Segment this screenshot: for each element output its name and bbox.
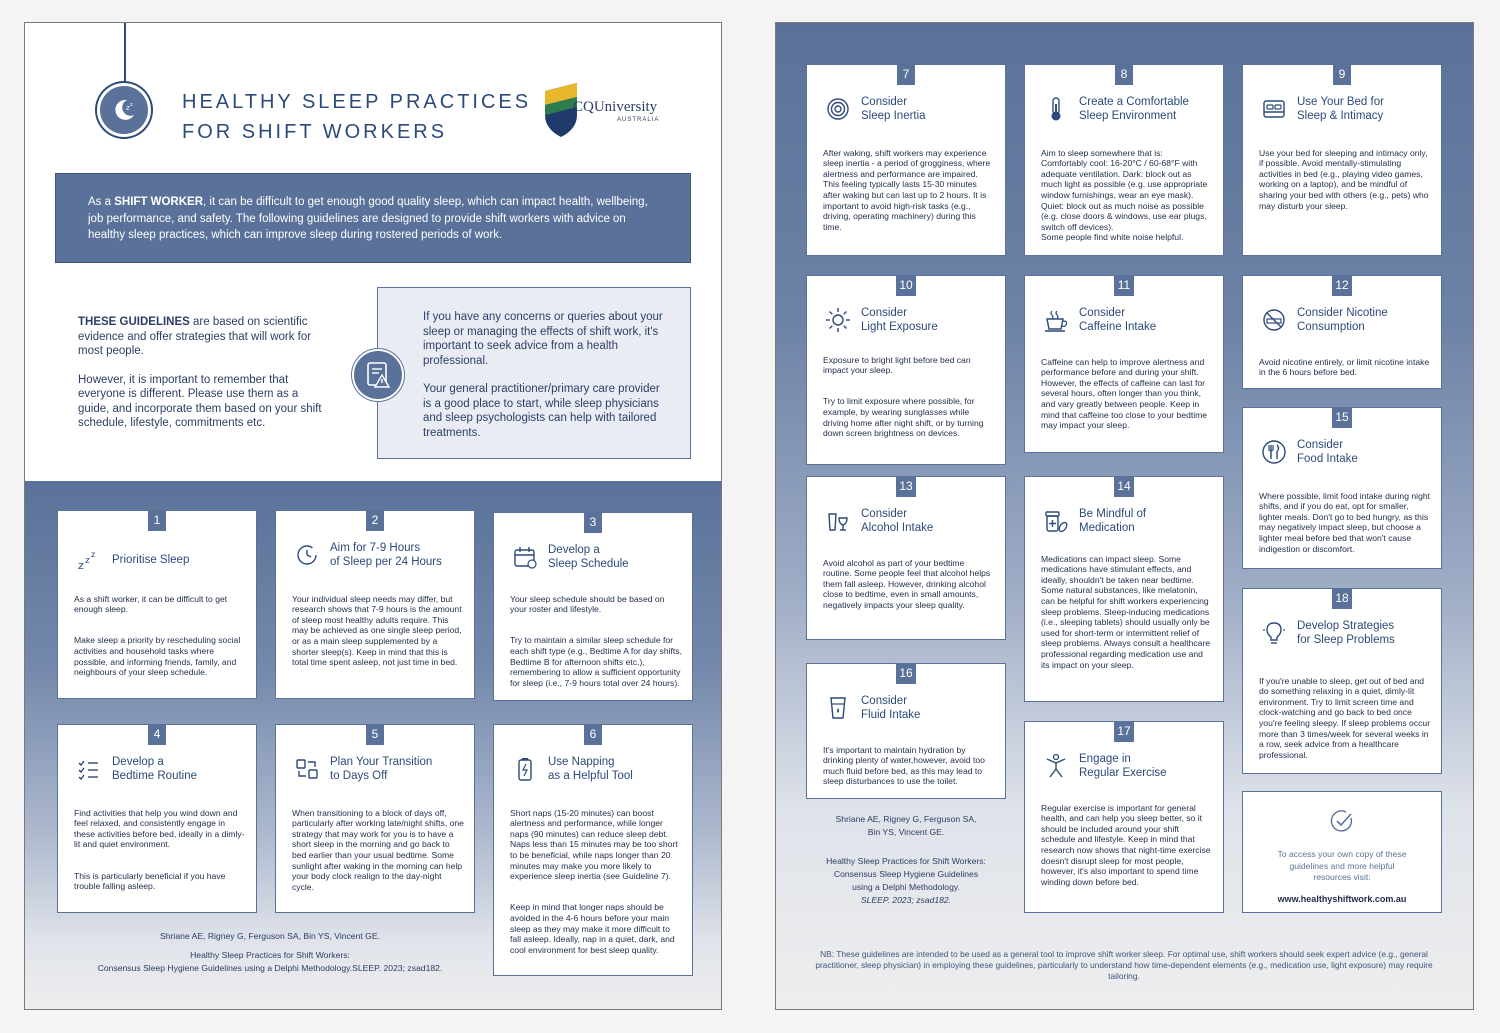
guideline-card-6 [493,724,693,976]
svg-text:z: z [91,550,96,559]
citation-title: Healthy Sleep Practices for Shift Workers: [826,856,986,866]
access-resources-box [1242,791,1442,913]
card-title: Consider Caffeine Intake [1079,307,1157,333]
title-line-2: FOR SHIFT WORKERS [182,121,448,143]
intro-text: , it can be difficult to get enough good quality sleep, which can impact health, wellbeing, job performance, and safety. The following guidelines are designed to provide shift workers with advice on healthy sleep practices, which can improve sleep during rostered periods of work. [88,196,648,241]
resources-link[interactable]: www.healthyshiftwork.com.au [1277,893,1407,904]
checklist-icon [76,756,102,782]
card-number: 15 [1332,407,1352,428]
check-circle-icon [1329,808,1355,834]
card-paragraph: Use your bed for sleeping and intimacy only, if possible. Avoid mentally-stimulating activities in bed (e.g., playing video games, working on a laptop), and be mindful of sharing your bed with others (e.g., pets) who may disturb your sleep. [1259,147,1429,211]
guideline-card-17 [1024,721,1224,913]
card-number: 17 [1114,721,1134,742]
card-number: 5 [366,724,384,745]
card-body [292,583,464,688]
card-paragraph: Keep in mind that longer naps should be avoided in the 4-6 hours before your main sleep as they may make it more difficult to fall asleep. Ideally, nap in a quiet, dark, and cool environment for best sleep quality. [510,902,675,955]
card-body [1259,665,1431,781]
card-title: Prioritise Sleep [112,554,190,566]
page-title [182,87,531,147]
transition-icon [294,756,320,782]
card-title: Use Napping as a Helpful Tool [548,756,633,782]
card-number: 10 [896,275,916,296]
citation-journal: Consensus Sleep Hygiene Guidelines using a Delphi Methodology.SLEEP. 2023; zsad182. [97,963,443,973]
card-paragraph: Regular exercise is important for general health, and can help you sleep better, so it should be included around your shift schedule and lifestyle. Keep in mind that research now shows that night-time exercise doesn't disrupt sleep for most people, however, it's also important to spend time winding down before bed. [1041,802,1211,887]
card-body [292,797,464,913]
concerns-p2: Your general practitioner/primary care provider is a good place to start, while sleep physicians and sleep psychologists can help with tailored treatments. [423,383,660,439]
citation-authors: Shriane AE, Rigney G, Ferguson SA, [835,814,977,824]
card-title: Consider Food Intake [1297,439,1358,465]
card-title: Plan Your Transition to Days Off [330,756,433,782]
card-title: Be Mindful of Medication [1079,508,1147,534]
card-number: 6 [584,724,602,745]
card-paragraph: After waking, shift workers may experience sleep inertia - a period of grogginess, where alertness and performance are impaired. This feeling typically lasts 15-30 minutes after waking but can last up to 2 hours. It is important to avoid high-risk tasks (e.g., driving, operating machinery) during this time. [823,147,991,232]
card-paragraph: Avoid nicotine entirely, or limit nicotine intake in the 6 hours before bed. [1259,356,1430,378]
guideline-card-16 [806,663,1006,799]
guidelines-text [78,315,328,445]
intro-box [55,173,691,263]
coffee-icon [1043,307,1069,333]
clipboard-warning-icon [352,349,404,401]
card-title: Develop Strategies for Sleep Problems [1297,620,1395,646]
card-number: 11 [1114,275,1134,296]
card-paragraph: Find activities that help you wind down and feel relaxed, and consistently engage in these activities before bed, ideally in a dimly-lit and quiet environment. [74,807,245,850]
guideline-card-10 [806,275,1006,465]
lightbulb-icon [1261,620,1287,646]
disclaimer-note: NB: These guidelines are intended to be used as a general tool to improve shift worker sleep. For optimal use, shift workers should seek expert advice (e.g., general practitioner, sleep physician) in employing these guidelines, particularly to understand how time-dependent elements (e.g., medication use, light exposure) may require tailoring. [815,949,1433,981]
card-number: 4 [148,724,166,745]
university-logo [543,81,663,143]
title-line-1: HEALTHY SLEEP PRACTICES [182,91,532,113]
guidelines-p2: However, it is important to remember that everyone is different. Please use them as a guide, and incorporate them based on your shift schedule, lifestyle, commitments etc. [78,373,322,429]
glasses-icon [825,508,851,534]
card-title: Use Your Bed for Sleep & Intimacy [1297,96,1384,122]
guidelines-bold: THESE GUIDELINES [78,316,190,328]
card-paragraph: Your sleep schedule should be based on your roster and lifestyle. [510,593,665,615]
card-paragraph: Where possible, limit food intake during night shifts, and if you do eat, opt for smaller, lighter meals. Don't go to bed hungry, as this may negatively impact sleep, but choose a lighter meal before bed that won't cause indigestion or discomfort. [1259,490,1431,554]
card-paragraph: It's important to maintain hydration by drinking plenty of water,however, avoid too much fluid before bed, as this may lead to sleep disturbances to use the toilet. [823,744,985,787]
card-body [823,137,995,253]
citation-authors: Bin YS, Vincent GE. [867,827,945,837]
card-number: 13 [896,476,916,497]
card-body [1259,480,1431,575]
card-number: 1 [148,510,166,531]
exercise-icon [1043,753,1069,779]
card-body [1041,137,1213,264]
sun-icon [825,307,851,333]
citation-authors: Shriane AE, Rigney G, Ferguson SA, Bin YS, Vincent GE. [160,931,380,941]
card-paragraph: Make sleep a priority by rescheduling social activities and household tasks where possible, and informing friends, family, and neighbours of your sleep schedule. [74,635,241,678]
guideline-card-8 [1024,64,1224,256]
card-number: 14 [1114,476,1134,497]
guideline-card-14 [1024,476,1224,702]
card-paragraph: As a shift worker, it can be difficult to get enough sleep. [74,593,228,615]
guideline-card-12 [1242,275,1442,389]
guideline-card-5 [275,724,475,913]
logo-text: CQUniversity [573,99,658,115]
card-title: Consider Alcohol Intake [861,508,934,534]
card-body [74,583,246,698]
card-body [1041,543,1213,691]
guideline-card-15 [1242,407,1442,569]
access-text: To access your own copy of these guidelines and more helpful resources visit: [1277,849,1407,882]
card-title: Engage in Regular Exercise [1079,753,1167,779]
card-paragraph: This is particularly beneficial if you have trouble falling asleep. [74,870,226,892]
card-number: 12 [1332,275,1352,296]
moon-sleep-icon [97,83,151,137]
card-paragraph: Try to limit exposure where possible, for example, by wearing sunglasses while driving home after night shift, or by turning down screen brightness on devices. [823,396,984,439]
guideline-card-2 [275,510,475,699]
card-paragraph: Aim to sleep somewhere that is: Comfortably cool: 16-20°C / 60-68°F with adequate ventilation. Dark: block out as much light as possible (e.g. use appropriate window furnishings, wear an eye mask). Quiet: block out as much noise as possible (e.g. close doors & windows, use ear plugs, switch off devices). Some people find white noise helpful. [1041,147,1208,243]
guideline-card-1 [57,510,257,699]
no-smoking-icon [1261,307,1287,333]
citation-title: Healthy Sleep Practices for Shift Workers: [190,950,350,960]
concerns-box [377,287,691,459]
card-body [510,583,682,709]
medication-icon [1043,508,1069,534]
card-number: 18 [1332,588,1352,609]
card-title: Aim for 7-9 Hours of Sleep per 24 Hours [330,542,442,568]
card-body [74,797,246,912]
card-title: Consider Fluid Intake [861,695,921,721]
card-title: Develop a Sleep Schedule [548,544,629,570]
card-body [823,734,995,808]
bed-icon [1261,96,1287,122]
card-paragraph: Avoid alcohol as part of your bedtime routine. Some people feel that alcohol helps them fall asleep. However, drinking alcohol close to bedtime, even in small amounts, negatively impacts your sleep quality. [823,557,991,610]
svg-text:z: z [130,102,133,108]
card-number: 7 [897,64,915,85]
svg-text:z: z [85,556,90,566]
card-paragraph: Your individual sleep needs may differ, but research shows that 7-9 hours is the amount of sleep most healthy adults require. This may be achieved as one single sleep period, or as a main sleep supplemented by a shorter sleep(s). Keep in mind that this is total time spent asleep, not just time in bed. [292,593,462,668]
card-body [1041,346,1213,451]
spiral-icon [825,96,851,122]
zzz-icon [76,547,102,573]
citation-journal: SLEEP. 2023; zsad182. [860,895,952,905]
cutlery-icon [1261,439,1287,465]
card-paragraph: Caffeine can help to improve alertness and performance before and during your shift. However, the effects of caffeine can last for several hours, often longer than you think, and vary greatly between people. Keep in mind that caffeine too close to your bedtime may impact your sleep. [1041,356,1208,431]
card-paragraph: Medications can impact sleep. Some medications have stimulant effects, and ideally, shouldn't be taken near bedtime. Some natural substances, like melatonin, can be helpful for shift workers experiencing sleep problems. Sleep-inducing medications (i.e., sleeping tablets) should usually only be used for short-term or intermittent relief of sleep problems. Always consult a healthcare professional regarding medication use and its impact on your sleep. [1041,553,1211,670]
guideline-card-7 [806,64,1006,256]
guidelines-p1: are based on scientific evidence and offer strategies that will work for most people. [78,316,312,357]
card-title: Create a Comfortable Sleep Environment [1079,96,1189,122]
citation-page-two [806,813,1006,907]
guideline-card-13 [806,476,1006,640]
card-number: 16 [896,663,916,684]
citation-page-one [55,930,485,975]
clock-refresh-icon [294,542,320,568]
card-body [823,344,995,459]
card-paragraph: Try to maintain a similar sleep schedule for each shift type (e.g., Bedtime A for day shifts, Bedtime B for afternoon shifts etc.), remembering to allow a sufficient opportunity for sleep (i.e., 7-9 hours total over 24 hours). [510,635,682,688]
svg-text:z: z [126,104,130,112]
page-two [775,22,1474,1010]
citation-title: Consensus Sleep Hygiene Guidelines [833,869,979,879]
card-body [1041,792,1213,908]
card-body [1259,346,1431,398]
battery-icon [512,756,538,782]
card-number: 3 [584,512,602,533]
page-one [24,22,722,1010]
card-paragraph: If you're unable to sleep, get out of bed and do something relaxing in a quiet, dimly-lit environment. Try to limit screen time and clock-watching and go back to bed once you're feeling sleepy. If sleep problems occur more than 3 times/week for several weeks in a row, seek advice from a healthcare professional. [1259,675,1431,760]
card-paragraph: When transitioning to a block of days off, particularly after working late/night shifts, one strategy that may work for you is to have a short sleep in the morning and go back to bed earlier than your usual bedtime. Some sunlight after waking in the morning can help your body clock realign to the day-night cycle. [292,807,464,892]
guideline-card-11 [1024,275,1224,453]
concerns-p1: If you have any concerns or queries about your sleep or managing the effects of shift work, it's important to seek advice from a health professional. [423,311,663,367]
guideline-card-3 [493,512,693,701]
card-number: 2 [366,510,384,531]
guideline-card-9 [1242,64,1442,256]
card-paragraph: Short naps (15-20 minutes) can boost alertness and performance, while longer naps (90 minutes) can reduce sleep debt. Naps less than 15 minutes may be too short to be beneficial, while naps longer than 20 minutes may make you more likely to experience sleep inertia (see Guideline 7). [510,807,678,882]
logo-subtext: AUSTRALIA [617,117,660,123]
card-number: 8 [1115,64,1133,85]
calendar-icon [512,544,538,570]
card-number: 9 [1333,64,1351,85]
card-paragraph: Exposure to bright light before bed can impact your sleep. [823,354,971,376]
thermometer-icon [1043,96,1069,122]
card-title: Consider Sleep Inertia [861,96,926,122]
citation-title: using a Delphi Methodology. [852,882,960,892]
card-body [510,797,682,976]
card-title: Consider Light Exposure [861,307,938,333]
guideline-card-4 [57,724,257,913]
card-title: Develop a Bedtime Routine [112,756,198,782]
hanging-line [124,23,126,83]
intro-prefix: As a [88,196,115,208]
water-glass-icon [825,695,851,721]
card-title: Consider Nicotine Consumption [1297,307,1388,333]
card-body [1259,137,1431,232]
svg-text:z: z [78,559,84,572]
intro-bold: SHIFT WORKER [114,196,204,208]
card-body [823,547,995,631]
guideline-card-18 [1242,588,1442,774]
